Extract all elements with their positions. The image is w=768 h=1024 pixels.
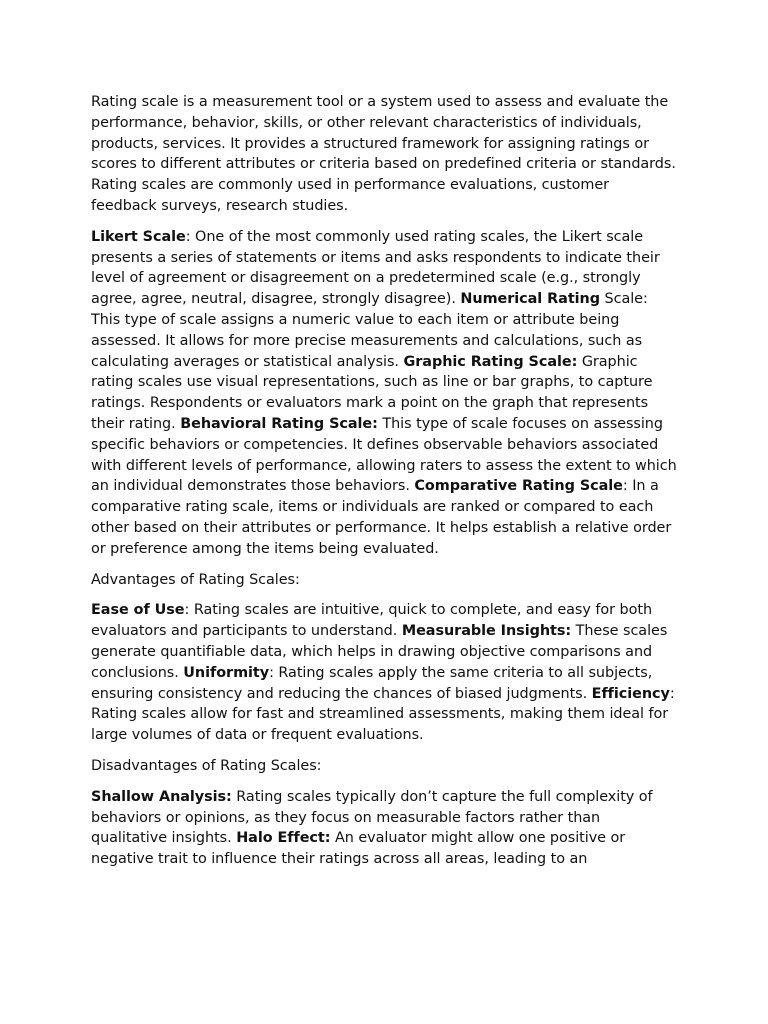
term-graphic-rating-scale: Graphic Rating Scale: <box>403 353 578 370</box>
numerical-rating-text: Scale: This type of scale assigns a numeric value to each item or attribute being assessed. It allows for more precise measurements and calculations, such as calculating averages or statistical analysis. <box>91 291 648 370</box>
advantages-heading: Advantages of Rating Scales: <box>91 571 300 588</box>
efficiency-text: : Rating scales allow for fast and streamlined assessments, making them ideal for large volumes of data or frequent evaluations. <box>91 685 675 744</box>
advantages-paragraph <box>91 600 678 746</box>
halo-effect-text: An evaluator might allow one positive or negative trait to influence their ratings across all areas, leading to an <box>91 830 626 868</box>
uniformity-text: : Rating scales apply the same criteria to all subjects, ensuring consistency and reducing the chances of biased judgments. <box>91 664 653 702</box>
term-shallow-analysis: Shallow Analysis: <box>91 788 232 805</box>
term-measurable-insights: Measurable Insights: <box>401 623 572 640</box>
comparative-rating-scale-text: : In a comparative rating scale, items or individuals are ranked or compared to each other based on their attributes or performance. It helps establish a relative order or preference among the items being evaluated. <box>91 478 672 557</box>
shallow-analysis-text: Rating scales typically don’t capture the full complexity of behaviors or opinions, as they focus on measurable factors rather than qualitative insights. <box>91 788 653 847</box>
intro-paragraph: Rating scale is a measurement tool or a system used to assess and evaluate the performance, behavior, skills, or other relevant characteristics of individuals, products, services. It provides a structured framework for assigning ratings or scores to different attributes or criteria based on predefined criteria or standards. Rating scales are commonly used in performance evaluations, customer feedback surveys, research studies. <box>91 94 676 214</box>
term-uniformity: Uniformity <box>183 664 270 681</box>
disadvantages-heading: Disadvantages of Rating Scales: <box>91 757 322 774</box>
term-likert-scale: Likert Scale <box>91 228 186 245</box>
term-behavioral-rating-scale: Behavioral Rating Scale: <box>180 415 378 432</box>
term-comparative-rating-scale: Comparative Rating Scale <box>414 478 623 495</box>
behavioral-rating-scale-text: This type of scale focuses on assessing specific behaviors or competencies. It defines observable behaviors associated with different levels of performance, allowing raters to assess the extent to which an individual demonstrates those behaviors. <box>91 415 677 495</box>
term-efficiency: Efficiency <box>591 685 670 702</box>
term-halo-effect: Halo Effect: <box>236 830 331 847</box>
rating-scale-types-paragraph <box>91 227 678 560</box>
disadvantages-paragraph <box>91 787 678 870</box>
likert-scale-text: : One of the most commonly used rating scales, the Likert scale presents a series of statements or items and asks respondents to indicate their level of agreement or disagreement on a predetermined scale (e.g., strongly agree, agree, neutral, disagree, strongly disagree). <box>91 228 660 308</box>
term-ease-of-use: Ease of Use <box>91 602 185 619</box>
ease-of-use-text: : Rating scales are intuitive, quick to complete, and easy for both evaluators and participants to understand. <box>91 602 653 640</box>
graphic-rating-scale-text: Graphic rating scales use visual representations, such as line or bar graphs, to capture ratings. Respondents or evaluators mark a point on the graph that represents their rating. <box>91 353 653 432</box>
measurable-insights-text: These scales generate quantifiable data, which helps in drawing objective comparisons and conclusions. <box>91 623 668 681</box>
term-numerical-rating: Numerical Rating <box>460 291 600 308</box>
